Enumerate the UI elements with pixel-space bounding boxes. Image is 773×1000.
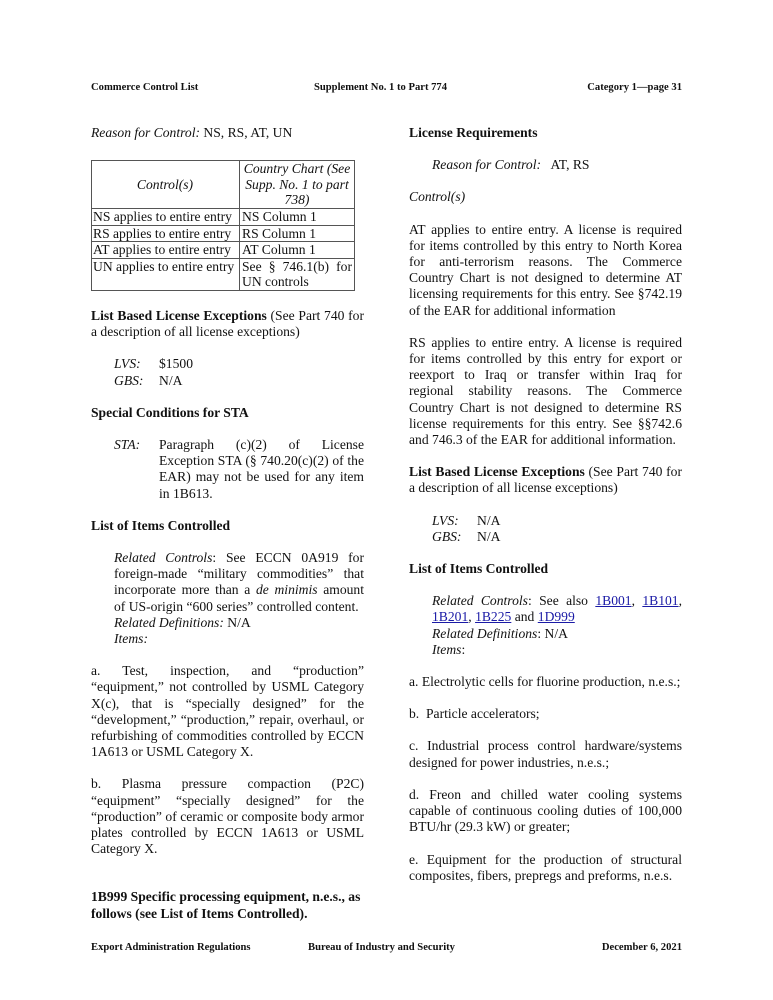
item-c: c. Industrial process control hardware/systems designed for power industries, n.e.s.; bbox=[409, 738, 682, 770]
table-header-country-chart: Country Chart (See Supp. No. 1 to part 738) bbox=[240, 161, 355, 209]
link-1b225[interactable]: 1B225 bbox=[475, 609, 512, 625]
lvs-label: LVS: bbox=[432, 512, 459, 528]
header-page-number: Category 1—page 31 bbox=[587, 82, 682, 93]
sta-heading: Special Conditions for STA bbox=[91, 404, 249, 420]
lvs-value: N/A bbox=[477, 512, 501, 528]
link-1d999[interactable]: 1D999 bbox=[537, 609, 575, 625]
reason-label: Reason for Control: bbox=[432, 157, 542, 173]
items-controlled-heading: List of Items Controlled bbox=[91, 517, 231, 533]
item-e: e. Equipment for the production of structural composites, fibers, prepregs and preforms, n.e.s. bbox=[409, 851, 682, 883]
items-label: Items bbox=[432, 641, 462, 657]
gbs-label: GBS: bbox=[432, 528, 462, 544]
left-column bbox=[91, 125, 364, 922]
table-cell: AT Column 1 bbox=[240, 242, 355, 259]
controls-table bbox=[91, 160, 355, 291]
related-definitions-label: Related Definitions: bbox=[114, 614, 224, 630]
reason-for-control bbox=[91, 125, 364, 141]
table-row bbox=[92, 208, 355, 225]
separator: , bbox=[678, 593, 683, 609]
lvs-row bbox=[432, 513, 682, 529]
footer-date: December 6, 2021 bbox=[601, 942, 682, 953]
gbs-row bbox=[114, 373, 364, 389]
table-header-controls: Control(s) bbox=[92, 161, 240, 209]
link-1b201[interactable]: 1B201 bbox=[432, 609, 469, 625]
lble-description: (See Part 740 for a description of all license exceptions) bbox=[91, 307, 364, 340]
gbs-label: GBS: bbox=[114, 372, 144, 388]
item-d: d. Freon and chilled water cooling systems capable of continuous cooling duties of 100,000 BTU/hr (29.3 kW) or greater; bbox=[409, 786, 682, 835]
lble-description: (See Part 740 for a description of all license exceptions) bbox=[409, 464, 682, 496]
related-controls-label: Related Controls bbox=[432, 593, 528, 609]
table-cell: RS Column 1 bbox=[240, 225, 355, 242]
right-column bbox=[409, 125, 682, 884]
table-row bbox=[92, 242, 355, 259]
lvs-row bbox=[114, 356, 364, 372]
related-controls-text-end: amount of US-origin “600 series” controlled content. bbox=[114, 582, 364, 614]
footer-regulations: Export Administration Regulations bbox=[91, 942, 251, 953]
items-colon: : bbox=[461, 641, 466, 657]
table-row bbox=[92, 258, 355, 290]
table-header-row bbox=[92, 161, 355, 209]
reason-label: Reason for Control: bbox=[91, 125, 201, 140]
reason-for-control bbox=[409, 157, 682, 173]
lble-heading bbox=[91, 308, 364, 340]
table-cell: RS applies to entire entry bbox=[92, 225, 240, 242]
related-info bbox=[409, 593, 682, 658]
related-controls bbox=[432, 593, 682, 625]
table-cell: UN applies to entire entry bbox=[92, 258, 240, 290]
related-info bbox=[91, 550, 364, 647]
link-1b001[interactable]: 1B001 bbox=[595, 593, 632, 609]
lvs-value: $1500 bbox=[159, 356, 193, 372]
related-definitions bbox=[114, 615, 364, 631]
table-cell: AT applies to entire entry bbox=[92, 242, 240, 259]
reason-value: AT, RS bbox=[541, 157, 590, 173]
table-cell: NS applies to entire entry bbox=[92, 208, 240, 225]
related-definitions-value: : N/A bbox=[537, 625, 568, 641]
items-label-line bbox=[432, 642, 682, 658]
at-paragraph: AT applies to entire entry. A license is required for items controlled by this entry to North Korea for anti-terrorism reasons. The Commerce Country Chart is not designed to determine AT licensing requirements for this entry. See §742.19 of the EAR for additional information bbox=[409, 221, 682, 318]
item-b: b. Particle accelerators; bbox=[409, 706, 540, 722]
items-label: Items: bbox=[114, 631, 148, 646]
link-1b101[interactable]: 1B101 bbox=[642, 593, 679, 609]
related-definitions-value: N/A bbox=[223, 614, 251, 630]
lvs-label: LVS: bbox=[114, 356, 141, 372]
item-b: b. Plasma pressure compaction (P2C) “equipment” “specially designed” for the “production” of ceramic or composite body armor plates controlled by ECCN 1A613 or USML Category X. bbox=[91, 776, 364, 857]
lble-title: List Based License Exceptions bbox=[409, 464, 585, 480]
header-doc-title: Commerce Control List bbox=[91, 82, 199, 93]
table-row bbox=[92, 225, 355, 242]
related-controls-label: Related Controls bbox=[114, 549, 213, 565]
items-controlled-heading: List of Items Controlled bbox=[409, 561, 549, 577]
sta-row bbox=[91, 437, 364, 502]
sta-text: Paragraph (c)(2) of License Exception STA (§ 740.20(c)(2) of the EAR) may not be used for any item in 1B613. bbox=[159, 436, 364, 501]
sta-label: STA: bbox=[114, 436, 141, 452]
related-definitions bbox=[432, 626, 682, 642]
license-exception-values bbox=[91, 356, 364, 388]
lble-title: List Based License Exceptions bbox=[91, 307, 267, 323]
controls-label: Control(s) bbox=[409, 189, 466, 205]
license-exception-values bbox=[409, 513, 682, 545]
related-controls bbox=[114, 550, 364, 615]
eccn-entry-heading: 1B999 Specific processing equipment, n.e.s., as follows (see List of Items Controlled). bbox=[91, 889, 361, 921]
related-controls-italic: de minimis bbox=[255, 582, 318, 598]
footer-bureau: Bureau of Industry and Security bbox=[308, 942, 455, 953]
license-requirements-heading: License Requirements bbox=[409, 125, 538, 140]
related-controls-text: : See ECCN 0A919 for foreign-made “military commodities” that incorporate more than a bbox=[114, 549, 364, 598]
gbs-value: N/A bbox=[477, 528, 501, 544]
lble-heading bbox=[409, 464, 682, 496]
table-cell: See § 746.1(b) for UN controls bbox=[240, 258, 355, 290]
separator: , bbox=[631, 593, 643, 609]
related-controls-text: : See also bbox=[527, 593, 596, 609]
rs-paragraph: RS applies to entire entry. A license is required for items controlled by this entry for export or reexport to Iraq or transfer within Iraq for regional stability reasons. The Commerce Country Chart is not designed to determine RS license requirements for this entry. See §§742.6 and 746.3 of the EAR for additional information. bbox=[409, 334, 682, 448]
item-a: a. Test, inspection, and “production” “equipment,” not controlled by USML Category X(c), that is “specially designed” for the “development,” “production,” repair, overhaul, or refurbishing of commodities controlled by ECCN 1A613 or USML Category X. bbox=[91, 663, 364, 760]
separator: and bbox=[511, 609, 538, 625]
header-supplement: Supplement No. 1 to Part 774 bbox=[314, 82, 448, 93]
gbs-row bbox=[432, 529, 682, 545]
reason-value: NS, RS, AT, UN bbox=[200, 125, 293, 140]
separator: , bbox=[468, 609, 476, 625]
table-cell: NS Column 1 bbox=[240, 208, 355, 225]
gbs-value: N/A bbox=[159, 372, 183, 388]
item-a: a. Electrolytic cells for fluorine production, n.e.s.; bbox=[409, 674, 681, 690]
related-definitions-label: Related Definitions bbox=[432, 625, 538, 641]
